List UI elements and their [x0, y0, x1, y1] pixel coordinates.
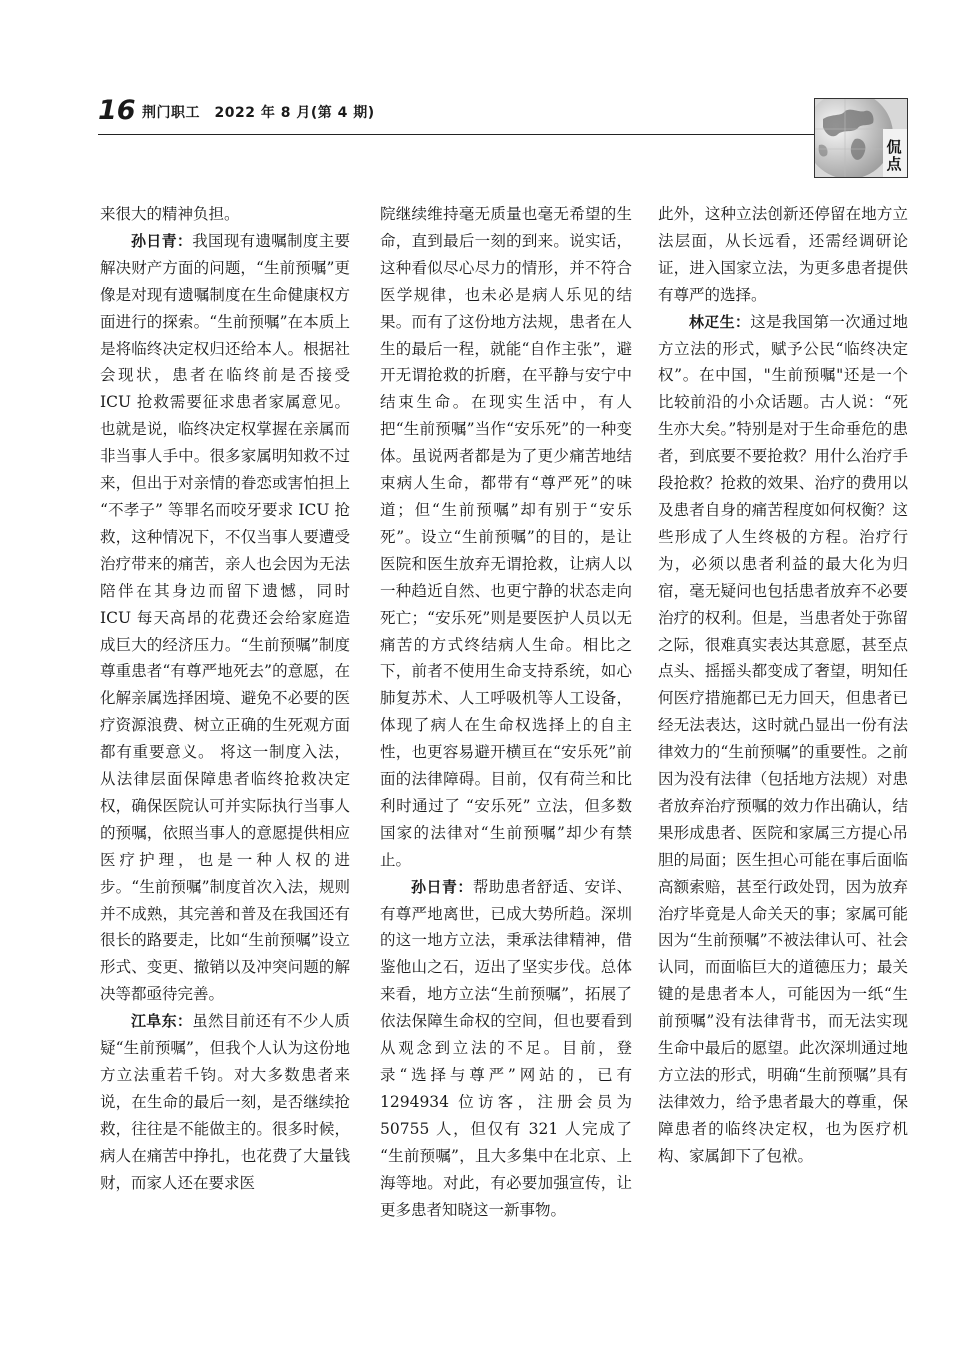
paragraph-text: 来很大的精神负担。: [100, 205, 240, 223]
paragraph-text: 虽然目前还有不少人质疑“生前预嘱”，但我个人认为这份地方立法重若千钧。对大多数患者来说，在生命的最后一刻，是否继续抢救，往往是不能做主的。很多时候，病人在痛苦中挣扎，也花费了大量钱财，而家人还在要求医: [100, 1012, 350, 1192]
speaker-name: 江阜东：: [131, 1012, 193, 1031]
text-column-2: [380, 201, 632, 1223]
paragraph-text: 帮助患者舒适、安详、有尊严地离世，已成大势所趋。深圳的这一地方立法，秉承法律精神，借鉴他山之石，迈出了坚实步伐。总体来看，地方立法“生前预嘱”，拓展了依法保障生命权的空间，但也要看到从观念到立法的不足。目前，登录“选择与尊严”网站的，已有 1294934 位访客，注册会员为 50755 人，但仅有 321 人完成了 “生前预嘱”，且大多集中在北京、上海等地。对此，有必要加强宣传，让更多患者知晓这一新事物。: [380, 877, 632, 1219]
paragraph: [100, 201, 350, 228]
speaker-name: 孙日青：: [131, 231, 193, 250]
paragraph-text: 此外，这种立法创新还停留在地方立法层面，从长远看，还需经调研论证，进入国家立法，为更多患者提供有尊严的选择。: [658, 205, 908, 304]
text-column-1: [100, 201, 350, 1197]
paragraph: [380, 201, 632, 874]
page-header: [98, 96, 818, 136]
page-number: 16: [98, 95, 136, 126]
speaker-name: 林疋生：: [689, 312, 751, 331]
section-logo: [814, 98, 908, 178]
paragraph: [380, 874, 632, 1224]
paragraph-text: 我国现有遗嘱制度主要解决财产方面的问题，“生前预嘱”更像是对现有遗嘱制度在生命健康权方面进行的探索。“生前预嘱”在本质上是将临终决定权归还给本人。根据社会现状，患者在临终前是否接受 ICU 抢救需要征求患者家属意见。也就是说，临终决定权掌握在亲属而非当事人手中。很多家属明知救不过来，但出于对亲情的眷恋或害怕担上 “不孝子” 等罪名而咬牙要求 ICU 抢救，这种情况下，不仅当事人要遭受治疗带来的痛苦，亲人也会因为无法陪伴在其身边而留下遗憾，同时 ICU 每天高昂的花费还会给家庭造成巨大的经济压力。“生前预嘱”制度尊重患者“有尊严地死去”的意愿，在化解亲属选择困境、避免不必要的医疗资源浪费、树立正确的生死观方面都有重要意义。 将这一制度入法，从法律层面保障患者临终抢救决定权，确保医院认可并实际执行当事人的预嘱，依照当事人的意愿提供相应医疗护理，也是一种人权的进步。“生前预嘱”制度首次入法，规则并不成熟，其完善和普及在我国还有很长的路要走，比如“生前预嘱”设立形式、变更、撤销以及冲突问题的解决等都亟待完善。: [100, 231, 350, 1004]
paragraph-text: 院继续维持毫无质量也毫无希望的生命，直到最后一刻的到来。说实话，这种看似尽心尽力的情形，并不符合医学规律，也未必是病人乐见的结果。而有了这份地方法规，患者在人生的最后一程，就能“自作主张”，避开无谓抢救的折磨，在平静与安宁中结束生命。在现实生活中，有人把“生前预嘱”当作“安乐死”的一种变体。虽说两者都是为了更少痛苦地结束病人生命，都带有“尊严死”的味道；但“生前预嘱”却有别于“安乐死”。设立“生前预嘱”的目的，是让医院和医生放弃无谓抢救，让病人以一种趋近自然、也更宁静的状态走向死亡；“安乐死”则是要医护人员以无痛苦的方式终结病人生命。相比之下，前者不使用生命支持系统，如心肺复苏术、人工呼吸机等人工设备，体现了病人在生命权选择上的自主性，也更容易避开横亘在“安乐死”前面的法律障碍。目前，仅有荷兰和比利时通过了 “安乐死” 立法，但多数国家的法律对“生前预嘱”却少有禁止。: [380, 205, 632, 869]
paragraph: [658, 309, 908, 1170]
paragraph-text: 这是我国第一次通过地方立法的形式，赋予公民“临终决定权”。在中国，"生前预嘱"还是一个比较前沿的小众话题。古人说：“死生亦大矣。”特别是对于生命垂危的患者，到底要不要抢救？用什么治疗手段抢救？抢救的效果、治疗的费用以及患者自身的痛苦程度如何权衡？这些形成了人生终极的方程。治疗行为，必须以患者利益的最大化为归宿，毫无疑问也包括患者放弃不必要治疗的权利。但是，当患者处于弥留之际，很难真实表达其意愿，甚至点点头、摇摇头都变成了奢望，明知任何医疗措施都已无力回天，但患者已经无法表达，这时就凸显出一份有法律效力的“生前预嘱”的重要性。之前因为没有法律（包括地方法规）对患者放弃治疗预嘱的效力作出确认，结果形成患者、医院和家属三方提心吊胆的局面；医生担心可能在事后面临高额索赔，甚至行政处罚，因为放弃治疗毕竟是人命关天的事；家属可能因为“生前预嘱”不被法律认可、社会认同，而面临巨大的道德压力；最关键的是患者本人，可能因为一纸“生前预嘱”没有法律背书，而无法实现生命中最后的愿望。此次深圳通过地方立法的形式，明确“生前预嘱”具有法律效力，给予患者最大的尊重，保障患者的临终决定权，也为医疗机构、家属卸下了包袱。: [658, 312, 908, 1165]
paragraph: [658, 201, 908, 309]
speaker-name: 孙日青：: [411, 877, 473, 896]
text-column-3: [658, 201, 908, 1170]
journal-info: 荆门职工 2022 年 8 月(第 4 期): [142, 105, 375, 121]
paragraph: [100, 228, 350, 1008]
paragraph: [100, 1008, 350, 1196]
section-tag: 侃点: [886, 138, 902, 173]
header-rule: [98, 134, 814, 135]
